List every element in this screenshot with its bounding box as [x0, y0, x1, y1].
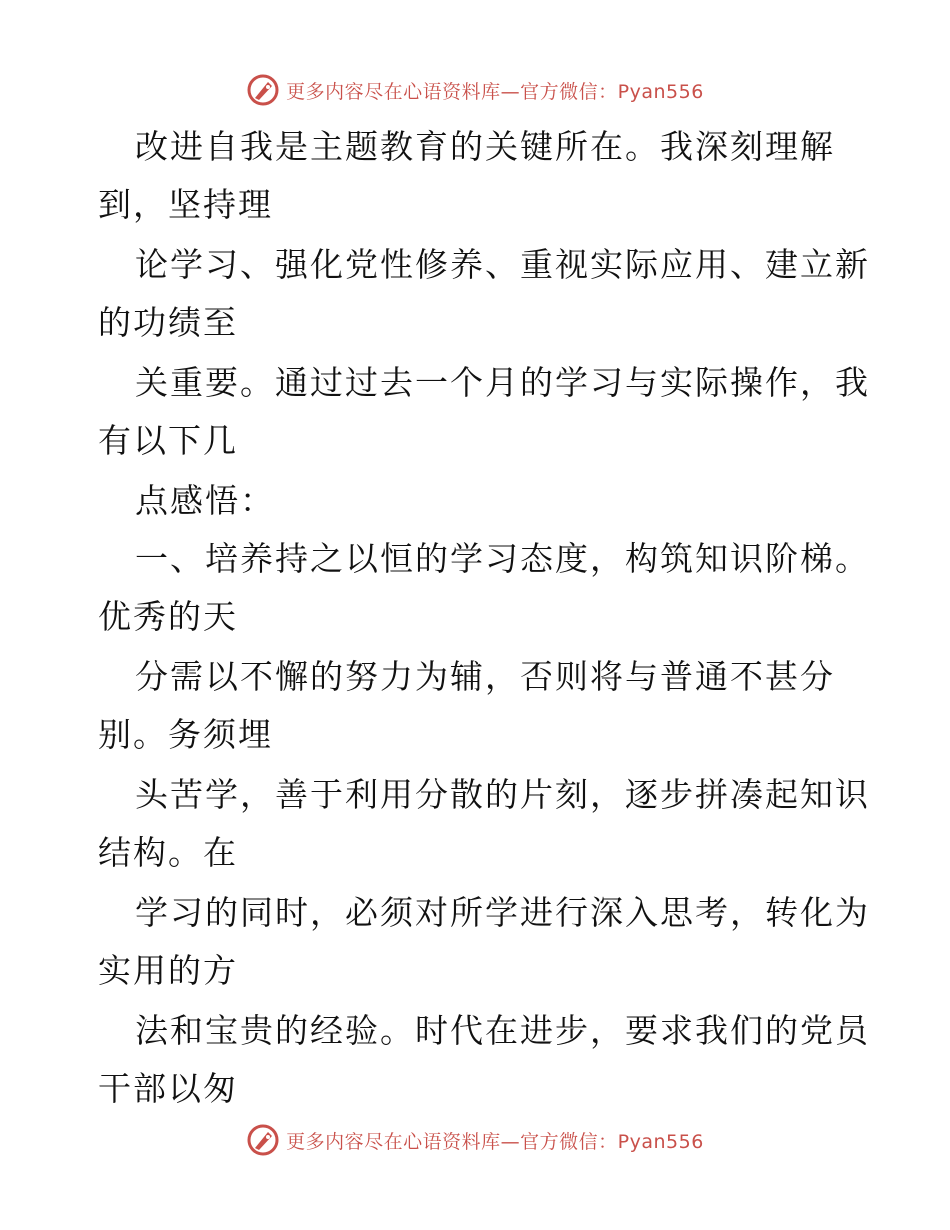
pen-nib-logo-icon: [246, 1123, 280, 1157]
body-line-2: 到，坚持理: [98, 185, 273, 224]
pen-nib-logo-icon: [246, 73, 280, 107]
body-line-17: 干部以匆: [98, 1069, 238, 1108]
body-line-6: 有以下几: [98, 421, 238, 460]
body-line-9: 优秀的天: [98, 597, 238, 636]
body-line-15: 实用的方: [98, 951, 238, 990]
body-line-11: 别。务须埋: [98, 715, 273, 754]
body-line-8: 一、培养持之以恒的学习态度，构筑知识阶梯。: [135, 539, 870, 578]
body-line-14: 学习的同时，必须对所学进行深入思考，转化为: [135, 893, 870, 932]
footer-banner: [0, 1120, 950, 1160]
footer-banner-text: 更多内容尽在心语资料库—官方微信：Pyan556: [286, 1130, 704, 1153]
body-line-4: 的功绩至: [98, 303, 238, 342]
body-line-7: 点感悟：: [135, 481, 275, 520]
header-banner-text: 更多内容尽在心语资料库—官方微信：Pyan556: [286, 80, 704, 103]
body-line-12: 头苦学，善于利用分散的片刻，逐步拼凑起知识: [135, 775, 870, 814]
body-line-1: 改进自我是主题教育的关键所在。我深刻理解: [135, 127, 835, 166]
body-line-3: 论学习、强化党性修养、重视实际应用、建立新: [135, 245, 870, 284]
body-line-5: 关重要。通过过去一个月的学习与实际操作，我: [135, 363, 870, 402]
header-banner: [0, 70, 950, 110]
body-line-10: 分需以不懈的努力为辅，否则将与普通不甚分: [135, 657, 835, 696]
body-line-16: 法和宝贵的经验。时代在进步，要求我们的党员: [135, 1011, 870, 1050]
body-line-13: 结构。在: [98, 833, 238, 872]
